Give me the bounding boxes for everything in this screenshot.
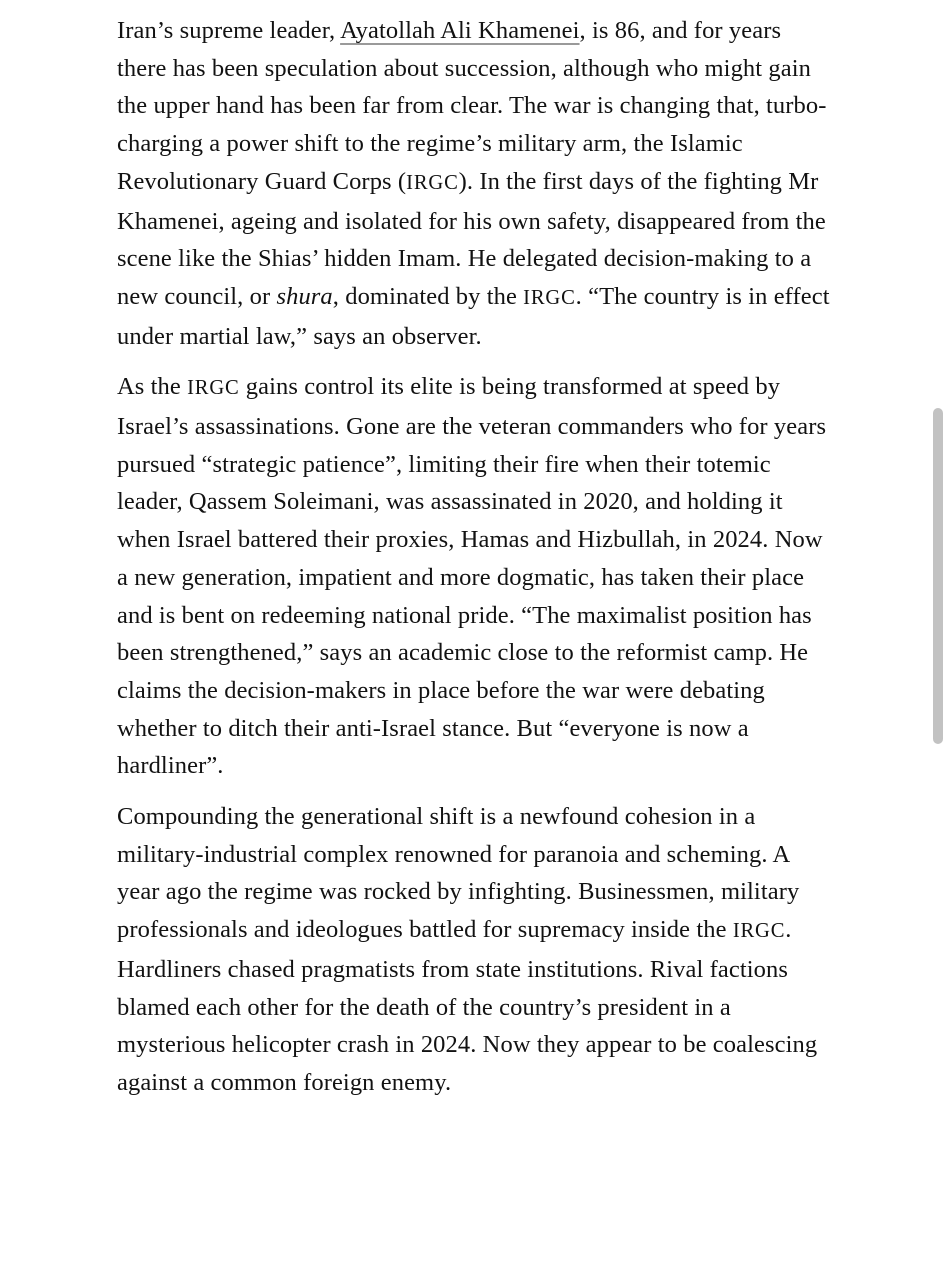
- text-segment: , is 86, and for years there has been speculation about succession, although who might gain the upper hand has been far from clear. The war is changing that, turbo-charging a power shift to the regime’s military arm, the Islamic Revolutionary Guard Corps (: [117, 17, 827, 195]
- smallcaps-acronym: IRGC: [523, 286, 576, 309]
- text-segment: Compounding the generational shift is a newfound cohesion in a military-industrial complex renowned for paranoia and scheming. A year ago the regime was rocked by infighting. Businessmen, military professionals and ideologues battled for supremacy inside the: [117, 803, 800, 944]
- smallcaps-acronym: IRGC: [732, 920, 786, 943]
- text-segment: gains control its elite is being transformed at speed by Israel’s assassinations. Gone are the veteran commanders who for years pursued “strategic patience”, limiting their fire when their totemic leader, Qassem Soleimani, was assassinated in 2020, and holding it when Israel battered their proxies, Hamas and Hizbullah, in 2024. Now a new generation, impatient and more dogmatic, has taken their place and is bent on redeeming national pride. “The maximalist position has been strengthened,” says an academic close to the reformist camp. He claims the decision-makers in place before the war were debating whether to ditch their anti-Israel stance. But “everyone is now a hardliner”.: [117, 373, 827, 780]
- paragraph: [117, 798, 833, 1102]
- text-segment: . “The country is in effect under martial law,” says an observer.: [117, 282, 830, 350]
- text-segment: , dominated by the: [332, 282, 524, 310]
- text-segment: ). In the first days of the fighting Mr Khamenei, ageing and isolated for his own safety, disappeared from the scene like the Shias’ hidden Imam. He delegated decision-making to a new council, or: [117, 167, 826, 310]
- paragraph: [117, 368, 833, 785]
- text-segment: As the: [117, 373, 188, 401]
- smallcaps-acronym: IRGC: [406, 171, 459, 194]
- text-segment: . Hardliners chased pragmatists from state institutions. Rival factions blamed each other for the death of the country’s president in a mysterious helicopter crash in 2024. Now they appear to be coalescing against a common foreign enemy.: [117, 916, 818, 1096]
- scrollbar-thumb[interactable]: [933, 408, 943, 744]
- khamenei-link[interactable]: Ayatollah Ali Khamenei: [340, 17, 580, 44]
- smallcaps-acronym: IRGC: [187, 377, 240, 400]
- italic-term: shura: [276, 282, 333, 310]
- paragraph: [117, 12, 833, 355]
- text-segment: Iran’s supreme leader,: [117, 17, 341, 44]
